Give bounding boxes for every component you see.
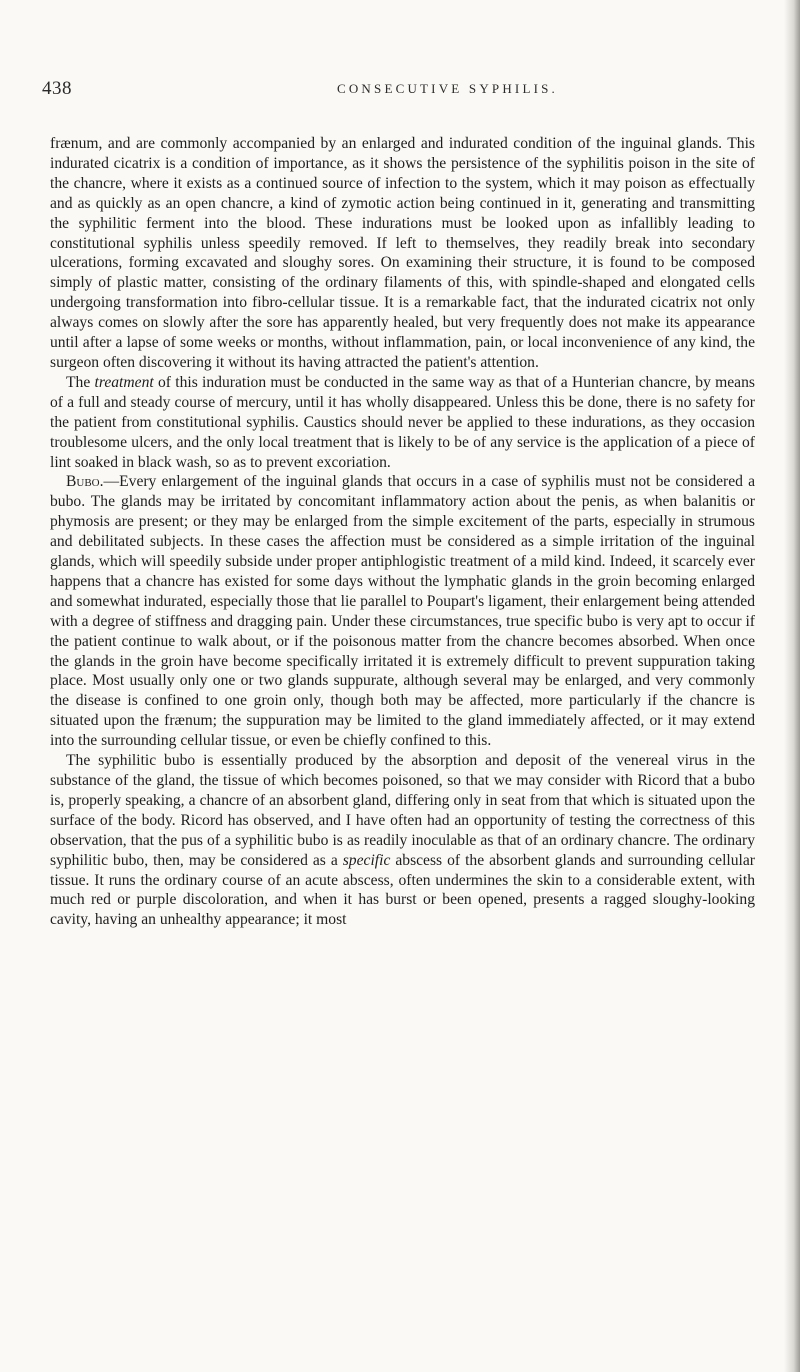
page-number: 438	[42, 78, 72, 99]
paragraph-1	[50, 134, 755, 373]
text-run: The	[66, 373, 95, 391]
text-run: —Every enlargement of the inguinal glands that occurs in a case of syphilis must not be considered a bubo. The glands may be irritated by concomitant inflammatory action about the penis, as when balanitis or phymosis are present; or they may be enlarged from the simple excitement of the parts, especially in strumous and debilitated subjects. In these cases the affection must be considered as a simple irritation of the inguinal glands, which will speedily subside under proper antiphlogistic treatment of a mild kind. Indeed, it scarcely ever happens that a chancre has existed for some days without the lymphatic glands in the groin becoming enlarged and somewhat indurated, especially those that lie parallel to Poupart's ligament, their enlargement being attended with a degree of stiffness and dragging pain. Under these circumstances, true specific bubo is very apt to occur if the patient continue to walk about, or if the poisonous matter from the chancre becomes absorbed. When once the glands in the groin have become specifically irritated it is extremely difficult to prevent suppuration taking place. Most usually only one or two glands suppurate, although several may be enlarged, and very commonly the disease is confined to one groin only, though both may be affected, more particularly if the chancre is situated upon the frænum; the suppuration may be limited to the gland immediately affected, or it may extend into the surrounding cellular tissue, or even be chiefly confined to this.	[50, 473, 755, 750]
paragraph-bubo	[50, 472, 755, 751]
text-run: of this induration must be conducted in the same way as that of a Hunterian chancre, by means of a full and steady course of mercury, until it has wholly disappeared. Unless this be done, there is no safety for the patient from constitutional syphilis. Caustics should never be applied to these indurations, as they occasion troublesome ulcers, and the only local treatment that is likely to be of any service is the application of a piece of lint soaked in black wash, so as to prevent excoriation.	[50, 373, 755, 471]
page-edge-shadow	[784, 0, 800, 1372]
text-run: frænum, and are commonly accompanied by an enlarged and indurated condition of the inguinal glands. This indurated cicatrix is a condition of importance, as it shows the persistence of the syphilitis poison in the site of the chancre, where it exists as a continued source of infection to the system, which it may poison as effectually and as quickly as an open chancre, a kind of zymotic action being continued in it, generating and transmitting the syphilitic ferment into the blood. These indurations must be looked upon as infallibly leading to constitutional syphilis unless speedily removed. If left to themselves, they readily break into secondary ulcerations, forming excavated and sloughy sores. On examining their structure, it is found to be composed simply of plastic matter, consisting of the ordinary filaments of this, with spindle-shaped and elongated cells undergoing transformation into fibro-cellular tissue. It is a remarkable fact, that the indurated cicatrix not only always comes on slowly after the sore has apparently healed, but very frequently does not make its appearance until after a lapse of some weeks or months, without inflammation, pain, or local inconvenience of any kind, the surgeon often discovering it without its having attracted the patient's attention.	[50, 135, 755, 371]
paragraph-syphilitic-bubo	[50, 751, 755, 930]
text-run: abscess of the absorbent glands and surrounding cellular tissue. It runs the ordinary course of an acute abscess, often undermines the skin to a considerable extent, with much red or purple discoloration, and when it has burst or been opened, presents a ragged sloughy-looking cavity, having an unhealthy appearance; it most	[50, 851, 755, 929]
section-heading-bubo: Bubo.	[66, 473, 104, 491]
body-text	[50, 134, 755, 930]
text-run: The syphilitic bubo is essentially produced by the absorption and deposit of the venereal virus in the substance of the gland, the tissue of which becomes poisoned, so that we may consider with Ricord that a bubo is, properly speaking, a chancre of an absorbent gland, differing only in seat from that which is situated upon the surface of the body. Ricord has observed, and I have often had an opportunity of testing the correctness of this observation, that the pus of a syphilitic bubo is as readily inoculable as that of an ordinary chancre. The ordinary syphilitic bubo, then, may be considered as a	[50, 752, 755, 869]
running-head	[42, 78, 745, 104]
italic-term-treatment: treatment	[94, 373, 154, 391]
italic-term-specific: specific	[342, 851, 391, 869]
running-title: CONSECUTIVE SYPHILIS.	[336, 81, 559, 96]
paragraph-treatment	[50, 373, 755, 473]
